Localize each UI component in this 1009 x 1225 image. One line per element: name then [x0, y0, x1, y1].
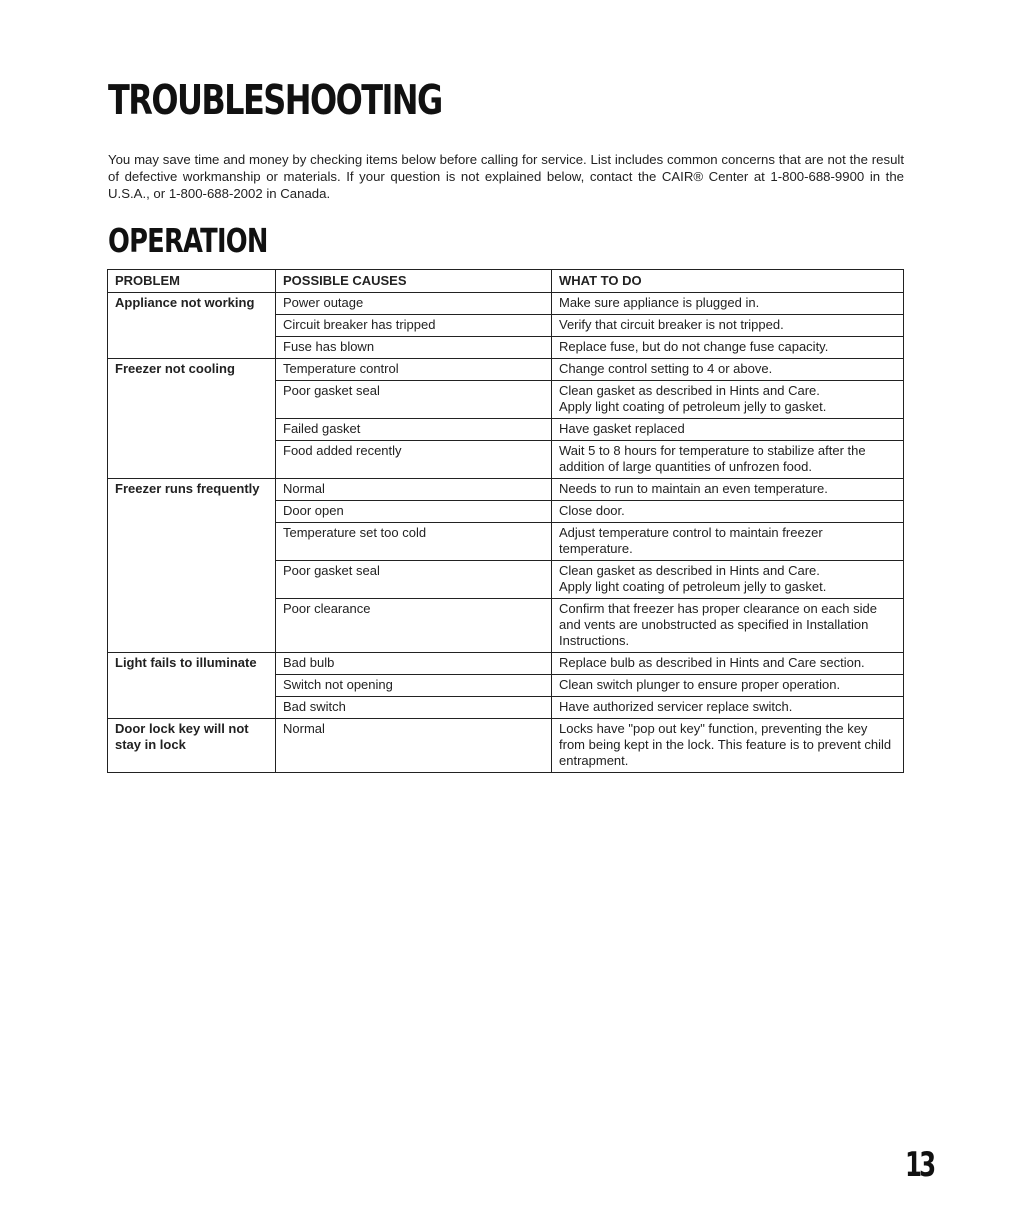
action-cell: Clean gasket as described in Hints and Care. Apply light coating of petroleum jelly to gasket.: [552, 561, 904, 599]
problem-cell: Light fails to illuminate: [108, 653, 276, 719]
action-cell: Have authorized servicer replace switch.: [552, 697, 904, 719]
table-header: [108, 270, 904, 293]
header-causes: POSSIBLE CAUSES: [276, 270, 552, 293]
action-cell: Locks have "pop out key" function, preventing the key from being kept in the lock. This feature is to prevent child entrapment.: [552, 719, 904, 773]
cause-cell: Normal: [276, 479, 552, 501]
action-cell: Replace fuse, but do not change fuse capacity.: [552, 337, 904, 359]
action-cell: Change control setting to 4 or above.: [552, 359, 904, 381]
header-row: [108, 270, 904, 293]
table-row: [108, 653, 904, 675]
cause-cell: Door open: [276, 501, 552, 523]
table-row: [108, 719, 904, 773]
cause-cell: Temperature set too cold: [276, 523, 552, 561]
table-row: [108, 293, 904, 315]
action-cell: Adjust temperature control to maintain freezer temperature.: [552, 523, 904, 561]
problem-cell: Freezer not cooling: [108, 359, 276, 479]
table-row: [108, 359, 904, 381]
cause-cell: Bad bulb: [276, 653, 552, 675]
header-problem: PROBLEM: [108, 270, 276, 293]
header-action: WHAT TO DO: [552, 270, 904, 293]
cause-cell: Poor gasket seal: [276, 561, 552, 599]
table-body: [108, 293, 904, 773]
action-cell: Needs to run to maintain an even temperature.: [552, 479, 904, 501]
action-cell: Confirm that freezer has proper clearance on each side and vents are unobstructed as specified in Installation Instructions.: [552, 599, 904, 653]
action-cell: Have gasket replaced: [552, 419, 904, 441]
page-number: 13: [904, 1145, 933, 1185]
action-cell: Make sure appliance is plugged in.: [552, 293, 904, 315]
action-cell: Clean gasket as described in Hints and Care. Apply light coating of petroleum jelly to gasket.: [552, 381, 904, 419]
cause-cell: Poor gasket seal: [276, 381, 552, 419]
problem-cell: Appliance not working: [108, 293, 276, 359]
cause-cell: Failed gasket: [276, 419, 552, 441]
troubleshooting-table: [107, 269, 904, 773]
cause-cell: Temperature control: [276, 359, 552, 381]
action-cell: Verify that circuit breaker is not tripped.: [552, 315, 904, 337]
cause-cell: Circuit breaker has tripped: [276, 315, 552, 337]
section-title: OPERATION: [108, 221, 268, 260]
cause-cell: Poor clearance: [276, 599, 552, 653]
action-cell: Close door.: [552, 501, 904, 523]
problem-cell: Door lock key will not stay in lock: [108, 719, 276, 773]
cause-cell: Bad switch: [276, 697, 552, 719]
cause-cell: Fuse has blown: [276, 337, 552, 359]
cause-cell: Switch not opening: [276, 675, 552, 697]
problem-cell: Freezer runs frequently: [108, 479, 276, 653]
intro-paragraph: You may save time and money by checking items below before calling for service. List includes common concerns that are not the result of defective workmanship or materials. If your question is not explained below, contact the CAIR® Center at 1-800-688-9900 in the U.S.A., or 1-800-688-2002 in Canada.: [108, 152, 904, 201]
cause-cell: Power outage: [276, 293, 552, 315]
cause-cell: Normal: [276, 719, 552, 773]
action-cell: Replace bulb as described in Hints and Care section.: [552, 653, 904, 675]
cause-cell: Food added recently: [276, 441, 552, 479]
page-title: TROUBLESHOOTING: [108, 76, 442, 124]
action-cell: Wait 5 to 8 hours for temperature to stabilize after the addition of large quantities of unfrozen food.: [552, 441, 904, 479]
table-row: [108, 479, 904, 501]
action-cell: Clean switch plunger to ensure proper operation.: [552, 675, 904, 697]
